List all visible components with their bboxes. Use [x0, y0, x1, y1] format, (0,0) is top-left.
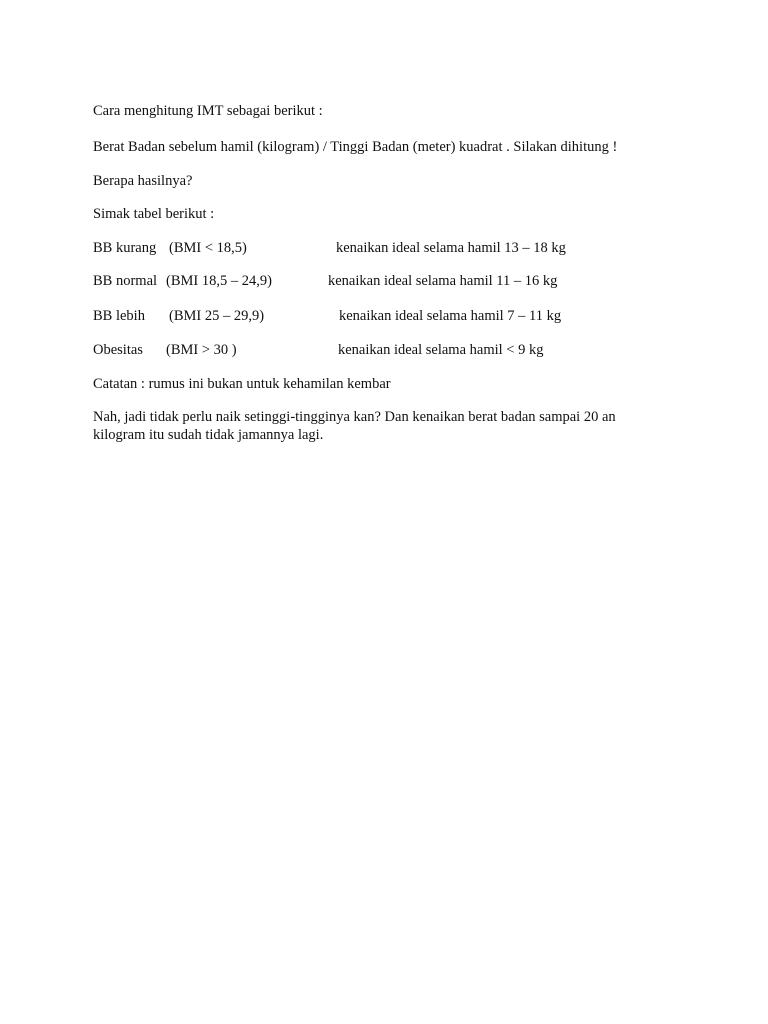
row-category: BB normal	[93, 273, 158, 289]
row-gain: kenaikan ideal selama hamil 13 – 18 kg	[336, 240, 566, 256]
table-intro-text: Simak tabel berikut :	[93, 206, 215, 222]
row-gain: kenaikan ideal selama hamil 11 – 16 kg	[328, 273, 558, 289]
row-bmi: (BMI < 18,5)	[169, 240, 247, 256]
row-category: BB lebih	[93, 308, 145, 324]
table-row	[93, 240, 713, 257]
closing-line-1: Nah, jadi tidak perlu naik setinggi-tingginya kan? Dan kenaikan berat badan sampai 20 an	[93, 409, 616, 425]
row-bmi: (BMI 18,5 – 24,9)	[166, 273, 272, 289]
row-bmi: (BMI 25 – 29,9)	[169, 308, 265, 324]
row-gain: kenaikan ideal selama hamil < 9 kg	[338, 342, 544, 358]
question-text: Berapa hasilnya?	[93, 173, 193, 189]
row-category: BB kurang	[93, 240, 157, 256]
row-category: Obesitas	[93, 342, 143, 358]
row-gain: kenaikan ideal selama hamil 7 – 11 kg	[339, 308, 562, 324]
intro-text: Cara menghitung IMT sebagai berikut :	[93, 103, 323, 119]
table-row	[93, 308, 713, 325]
closing-line-2: kilogram itu sudah tidak jamannya lagi.	[93, 427, 324, 443]
formula-text: Berat Badan sebelum hamil (kilogram) / Tinggi Badan (meter) kuadrat . Silakan dihitung !	[93, 139, 618, 155]
table-row	[93, 342, 713, 359]
table-row	[93, 273, 713, 290]
row-bmi: (BMI > 30 )	[166, 342, 237, 358]
note-text: Catatan : rumus ini bukan untuk kehamilan kembar	[93, 376, 391, 392]
